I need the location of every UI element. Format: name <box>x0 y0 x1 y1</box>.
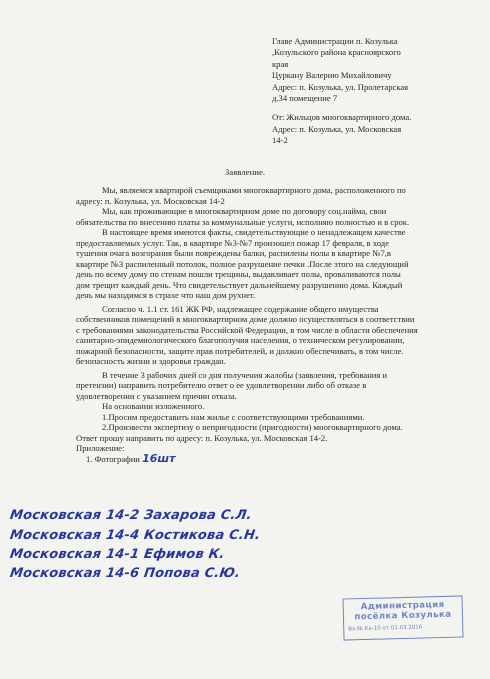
recipient-line: ,Козульского района красноярского <box>272 47 401 58</box>
registration-stamp <box>342 595 463 640</box>
sender-line: От: Жильцов многоквартирного дома. <box>272 112 412 123</box>
paragraph-line: пожарной безопасности, защите прав потребителей, и должно обеспечивать, в том числе. <box>76 345 404 356</box>
signature-line: Московская 14-2 Захарова С.Л. <box>8 508 253 523</box>
paragraph-line: тушения очага возгорания были повреждены балки, распилены полы в квартире №7,в <box>76 248 391 258</box>
stamp-line: Администрация <box>360 599 445 613</box>
signature-line: Московская 14-4 Костикова С.Н. <box>8 528 262 543</box>
paragraph-line: день по всему дому по стенам пошли трещины, выдавливает полы, проваливаются полы <box>76 269 401 279</box>
paragraph-line: дом трещит каждый день. Что свидетельствует дальнейшему разрушению дома. Каждый <box>76 279 403 290</box>
signature-line: Московская 14-6 Попова С.Ю. <box>8 566 242 581</box>
paragraph-line: Мы, как проживающие в многоквартирном доме по договору соц.найма, свои <box>102 206 387 216</box>
paragraph-line: обязательства по внесению платы за коммунальные услуги, исполняю полностью и в срок. <box>76 216 410 227</box>
document-body <box>76 185 470 464</box>
paragraph-line: предоставляемых услуг. Так, в квартире №3-№7 произошел пожар 17 февраля, в ходе <box>76 237 389 248</box>
recipient-line: Цуркану Валерию Михайловичу <box>272 70 392 81</box>
reply-address-line: Ответ прошу направить по адресу: п. Козулька, ул. Московская 14-2. <box>76 432 328 443</box>
paragraph-line: удовлетворении с указанием причин отказа. <box>76 390 237 401</box>
paragraph-line: день мы находимся в страхе что наш дом рухнет. <box>76 290 256 300</box>
attachment-item <box>76 451 470 465</box>
request-item: 1.Просим предоставить нам жилье с соответствующими требованиями. <box>102 411 365 422</box>
paragraph-line: Согласно ч. 1.1 ст. 161 ЖК РФ, надлежащее содержание общего имущества <box>102 303 379 314</box>
paragraph-line: собственников помещений в многоквартирном доме должно осуществляться в соответствии <box>76 314 415 324</box>
request-item: 2.Произвести экспертизу о непригодности (пригодности) многоквартирного дома. <box>102 422 403 432</box>
attachment-count-handwritten: 16шт <box>142 451 176 465</box>
paragraph-line: с требованиями законодательства Российской Федерации, в том числе в области обеспечения <box>76 324 418 335</box>
paragraph-line: В настоящее время имеются факты, свидетельствующие о ненадлежащем качестве <box>102 227 406 237</box>
sender-line: 14-2 <box>272 135 288 146</box>
stamp-line: посёлка Козулька <box>354 609 452 623</box>
basis-line: На основании изложенного. <box>102 401 205 411</box>
sender-line: Адрес: п. Козулька, ул. Московская <box>272 123 402 134</box>
recipient-line: Адрес: п. Козулька, ул. Пролетарская <box>272 81 409 92</box>
paragraph-line: Мы, являемся квартирой съемщиками многоквартирного дома, расположенного по <box>102 185 406 195</box>
paragraph-line: квартире №3 распиленный потолок, полное разрушение печки .После этого на следующий <box>76 258 409 269</box>
paragraph-line: безопасность жизни и здоровья граждан. <box>76 356 226 366</box>
stamp-registration-number: Вх.№ Ка-10 от 01.03.2016 <box>348 624 423 633</box>
paragraph-line: санитарно-эпидемиологического благополучия населения, о техническом регулировании, <box>76 335 405 345</box>
attachment-item-text: 1. Фотографии <box>86 453 140 464</box>
signature-line: Московская 14-1 Ефимов К. <box>8 547 226 562</box>
paragraph-line: В течение 3 рабочих дней со дня получения жалобы (заявления, требования и <box>102 369 388 380</box>
address-block <box>272 36 477 147</box>
document-title: Заявление. <box>224 167 266 177</box>
paragraph-line: адресу: п. Козулька, ул. Московская 14-2 <box>76 195 225 206</box>
attachment-label: Приложение: <box>76 443 125 453</box>
paragraph-line: претензии) направить потребителю ответ о ее удовлетворении либо об отказе в <box>76 380 367 390</box>
recipient-line: д.34 помещение 7 <box>272 93 338 104</box>
recipient-line: Главе Администрации п. Козулька <box>272 36 398 46</box>
recipient-line: края <box>272 58 289 69</box>
